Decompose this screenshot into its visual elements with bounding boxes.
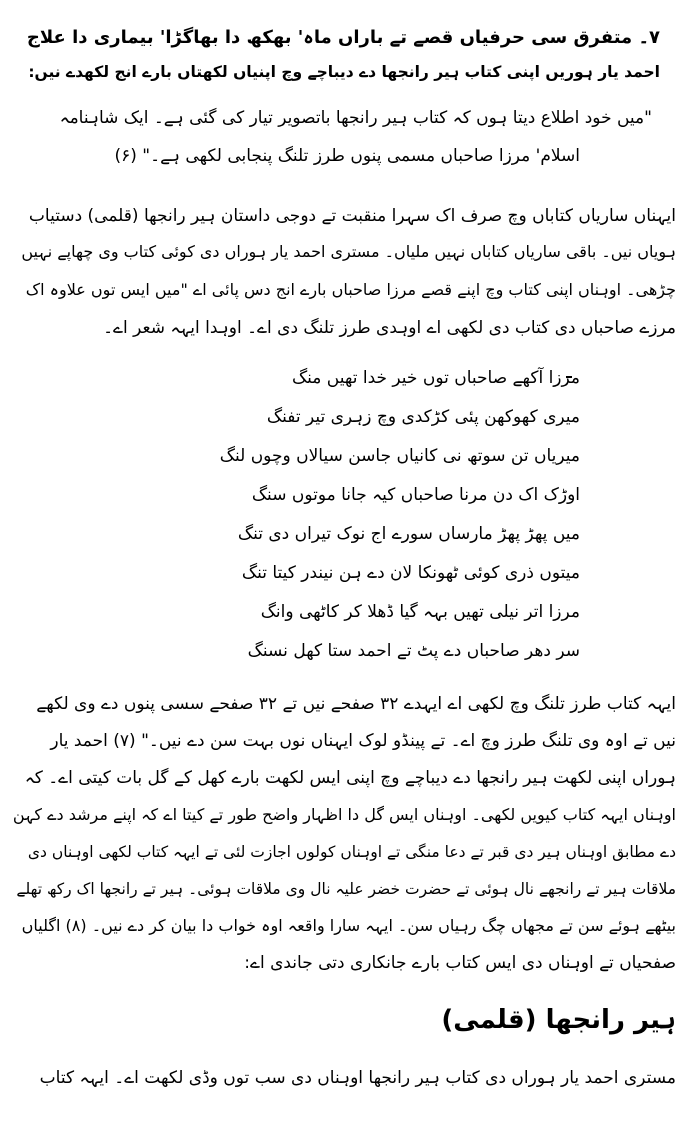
quote-line-2: اسلام' مرزا صاحباں مسمی پنوں طرز تلنگ پنجابی لکھی ہے۔" (۶)	[114, 146, 580, 166]
verse-line-1: مرزا آکھے صاحباں توں خیر خدا تھیں منگ	[291, 368, 580, 388]
paragraph-2-line-6: ملاقات ہیر تے رانجھے نال ہوئی تے حضرت خضر علیہ نال وی ملاقات ہوئی۔ ہیر تے رانجھا اک رکھ تھلے	[16, 880, 676, 898]
paragraph-1-line-3: چڑھی۔ اوہناں اپنی کتاب وچ اپنے قصے مرزا صاحباں بارے انج دس پائی اے "میں ایس توں علاوہ اک	[25, 280, 676, 299]
paragraph-2-line-2: نیں تے اوہ وی تلنگ طرز وچ اے۔ تے پینڈو لوک ایہناں نوں بہت سن دے نیں۔" (۷) احمد یار	[50, 731, 676, 751]
header-line-1: ۷۔ متفرق سی حرفیاں قصے تے باراں ماہ' بھکھ دا بھاگڑا' بیماری دا علاج	[26, 27, 660, 48]
section-heading: ہیر رانجھا (قلمی)	[441, 1005, 676, 1035]
paragraph-1-line-2: ہویاں نیں۔ باقی ساریاں کتاباں نہیں ملیاں۔ مستری احمد یار ہوراں دی کوئی کتاب وی چھاپے نہیں	[21, 242, 676, 261]
paragraph-1-line-4: مرزے صاحباں دی کتاب دی لکھی اے اوہدی طرز تلنگ دی اے۔ اوہدا ایہہ شعر اے۔	[103, 318, 676, 338]
paragraph-2-line-5: دے مطابق اوہناں ہیر دی قبر تے دعا منگی تے اوہناں کولوں اجازت لئی تے ایہہ کتاب لکھی اوہناں دی	[27, 843, 676, 861]
paragraph-1-line-1: ایہناں ساریاں کتاباں وچ صرف اک سہرا منقبت تے دوجی داستان ہیر رانجھا (قلمی) دستیاب	[28, 206, 676, 226]
verse-line-7: مرزا اتر نیلی تھیں بہہ گیا ڈھلا کر کاٹھی وانگ	[260, 602, 580, 622]
verse-line-2: میری کھوکھن پئی کڑکدی وچ زہری تیر تفنگ	[266, 407, 580, 427]
verse-line-3: میریاں تن سوتھ نی کانیاں جاسن سیالاں وچوں لنگ	[219, 446, 580, 466]
verse-line-6: میتوں ذری کوئی ٹھونکا لان دے ہن نیندر کیتا تنگ	[241, 563, 580, 583]
verse-line-8: سر دھر صاحباں دے پٹ تے احمد ستا کھل نسنگ	[247, 641, 580, 661]
paragraph-2-line-1: ایہہ کتاب طرز تلنگ وچ لکھی اے ایہدے ۳۲ صفحے نیں تے ۳۲ صفحے سسی پنوں دے وی لکھے	[36, 694, 676, 714]
paragraph-2-line-7: بیٹھے ہوئے سن تے مجھاں چگ رہیاں سن۔ ایہہ سارا واقعہ اوہ خواب دا بیان کر دے نیں۔ (۸) اگلیاں	[21, 916, 676, 935]
verse-line-5: میں پھڑ پھڑ مارساں سورے اج نوک تیراں دی تنگ	[237, 524, 580, 544]
quote-line-1: "میں خود اطلاع دیتا ہوں کہ کتاب ہیر رانجھا باتصویر تیار کی گئی ہے۔ ایک شاہنامہ	[59, 108, 652, 128]
paragraph-2-line-4: اوہناں ایہہ کتاب کیویں لکھی۔ اوہناں ایس گل دا اظہار واضح طور تے کیتا اے کہ اپنے مرشد دے کہن	[12, 805, 676, 824]
header-line-2: احمد یار ہوریں اپنی کتاب ہیر رانجھا دے دیباچے وچ اپنیاں لکھتاں بارے انج لکھدے نیں:	[28, 63, 660, 81]
paragraph-2-line-3: ہوراں اپنی لکھت ہیر رانجھا دے دیباچے وچ اپنی ایس لکھت بارے کھل کے گل بات کیتی اے۔ کہ	[24, 768, 676, 788]
paragraph-2-line-8: صفحیاں تے اوہناں دی ایس کتاب بارے جانکاری دتی جاندی اے:	[244, 953, 676, 973]
last-line: مستری احمد یار ہوراں دی کتاب ہیر رانجھا اوہناں دی سب توں وڈی لکھت اے۔ ایہہ کتاب	[39, 1068, 676, 1088]
verse-line-4: اوڑک اک دن مرنا صاحباں کیہ جانا موتوں سنگ	[251, 485, 580, 505]
